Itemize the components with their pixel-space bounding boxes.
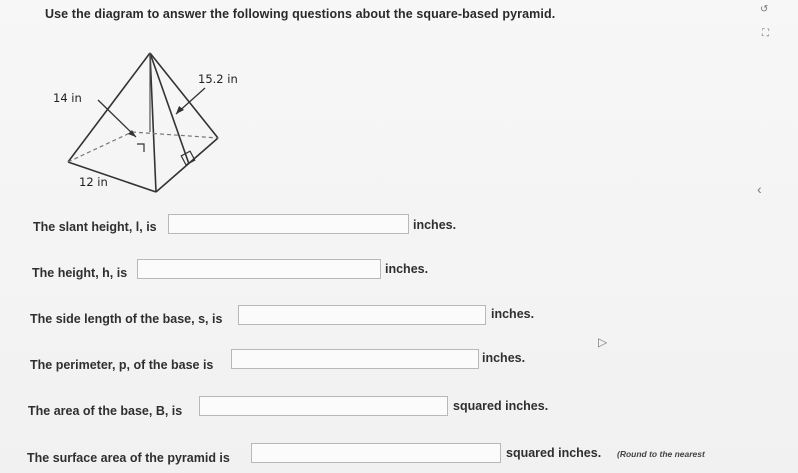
label-edge-value: 14 in <box>53 91 82 105</box>
expand-icon[interactable]: ⛶ <box>762 28 769 39</box>
pyramid-figure <box>40 40 270 205</box>
pyramid-diagram <box>40 40 270 205</box>
question-perimeter-label: The perimeter, p, of the base is <box>30 358 214 372</box>
prompt-text: Use the diagram to answer the following questions about the square-based pyramid. <box>45 7 556 21</box>
side-length-input[interactable] <box>238 305 486 325</box>
base-area-unit: squared inches. <box>453 399 549 413</box>
slant-height-unit: inches. <box>413 218 457 232</box>
perimeter-unit: inches. <box>482 351 526 365</box>
rounding-note: (Round to the nearest <box>617 449 705 459</box>
question-slant-height-label: The slant height, l, is <box>33 220 157 234</box>
question-base-area-label: The area of the base, B, is <box>28 404 183 418</box>
base-area-input[interactable] <box>199 396 448 416</box>
height-input[interactable] <box>137 259 381 279</box>
side-length-unit: inches. <box>491 307 535 321</box>
history-icon[interactable]: ↺ <box>760 4 769 15</box>
surface-area-unit: squared inches. <box>506 446 602 460</box>
slant-height-input[interactable] <box>168 214 409 234</box>
cursor-pointer-icon: ▷ <box>598 335 608 349</box>
question-side-length-label: The side length of the base, s, is <box>30 312 223 326</box>
question-surface-area-label: The surface area of the pyramid is <box>27 451 230 465</box>
question-height-label: The height, h, is <box>32 266 128 280</box>
chevron-left-icon[interactable]: ‹ <box>757 181 762 197</box>
label-base-side-value: 12 in <box>79 175 108 189</box>
surface-area-input[interactable] <box>251 443 501 463</box>
height-unit: inches. <box>385 262 429 276</box>
perimeter-input[interactable] <box>231 349 479 369</box>
label-slant-height-value: 15.2 in <box>198 72 238 86</box>
